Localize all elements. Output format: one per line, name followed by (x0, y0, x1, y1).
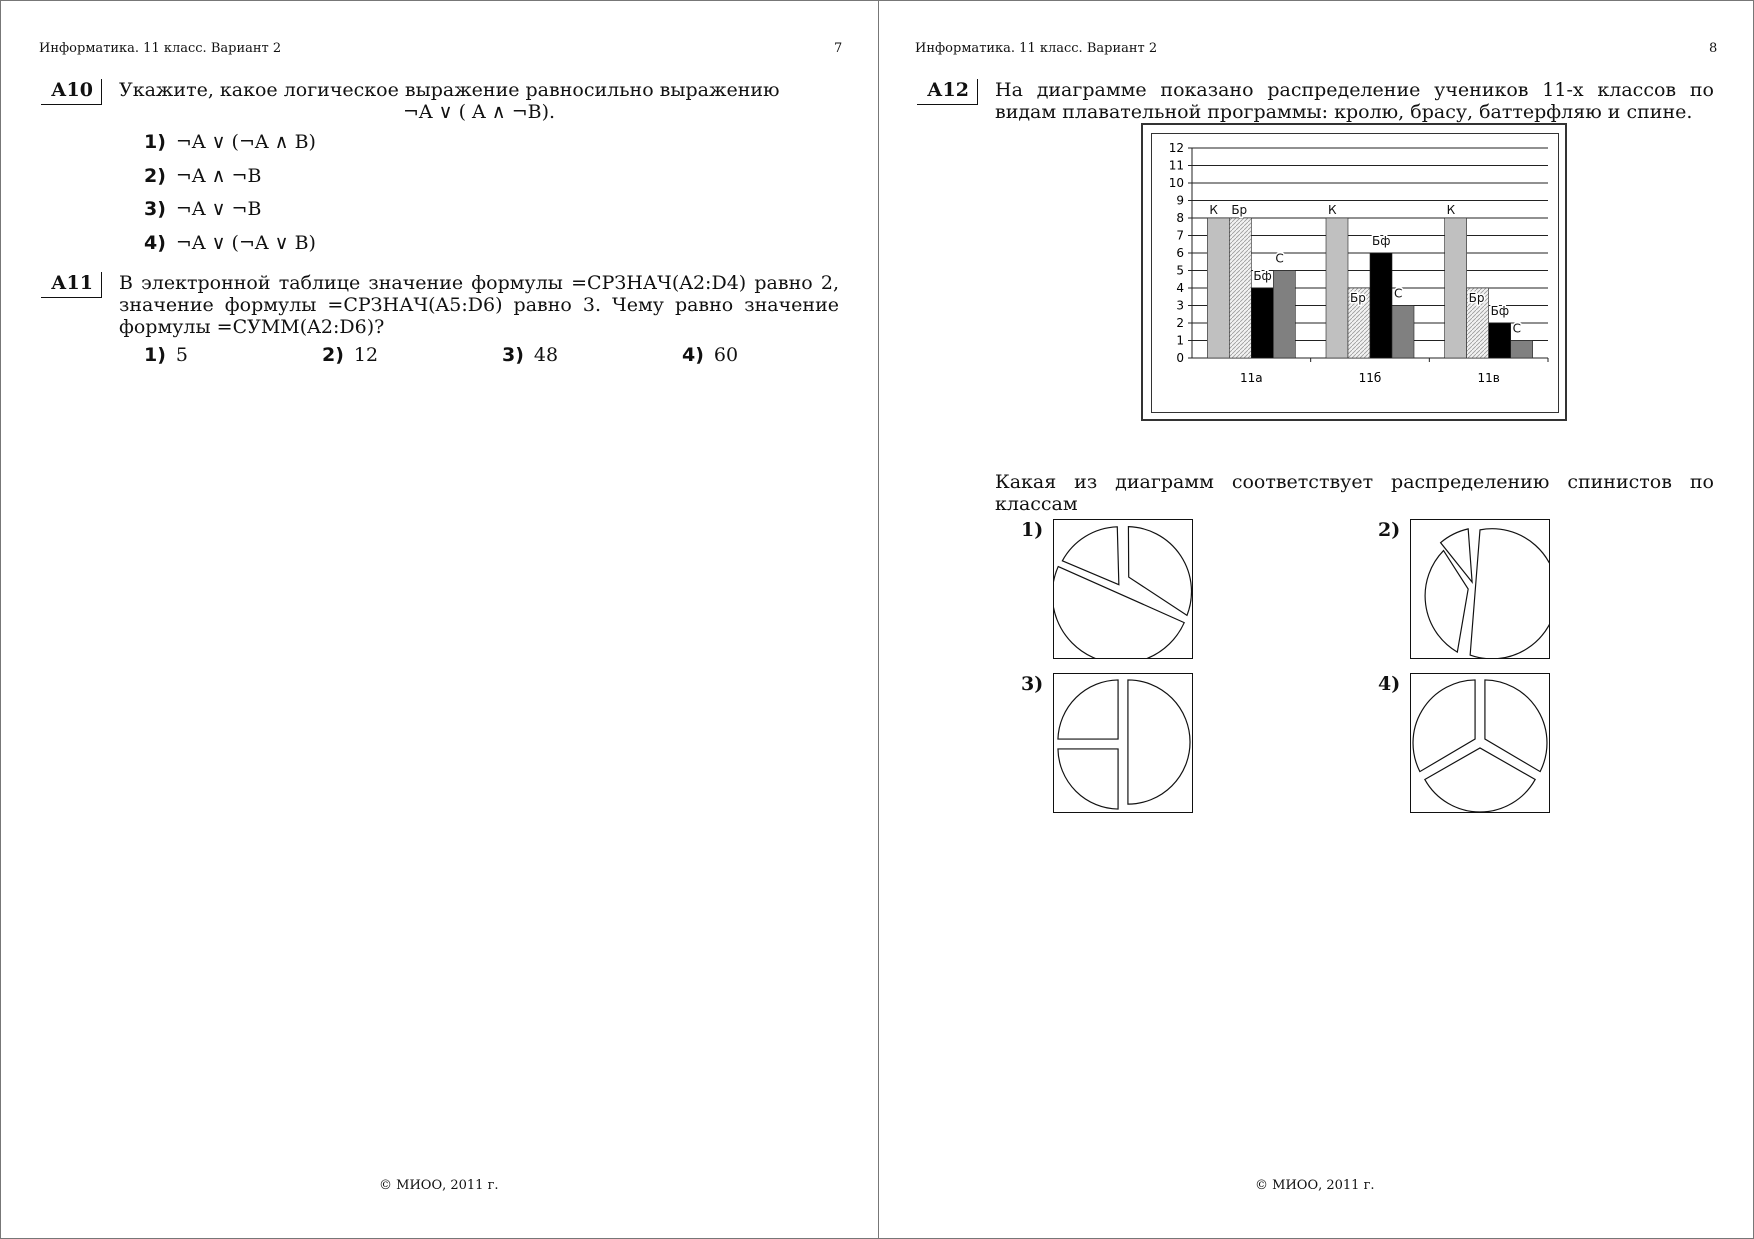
option-text: ¬A ∨ (¬A ∧ B) (175, 131, 316, 153)
option-a10-4 (144, 232, 316, 254)
question-label-a12: А12 (917, 79, 978, 105)
x-tick-label: 11в (1477, 371, 1500, 385)
bar (1445, 218, 1467, 358)
y-tick-label: 9 (1176, 193, 1184, 208)
option-text: 5 (175, 344, 188, 366)
option-number: 1) (144, 344, 166, 366)
pie-chart-2 (1411, 520, 1549, 658)
option-number: 1) (144, 131, 166, 153)
bar (1251, 288, 1273, 358)
bar-data-label: Бф (1490, 304, 1510, 318)
question-label-a11: А11 (41, 272, 102, 298)
option-number: 4) (682, 344, 704, 366)
bar-data-label: Бф (1253, 269, 1272, 283)
option-a11-4 (682, 344, 738, 366)
bar-data-label: Бр (1350, 291, 1366, 305)
y-tick-label: 1 (1176, 333, 1184, 348)
y-tick-label: 8 (1176, 211, 1184, 225)
bar-data-label: С (1394, 286, 1403, 301)
x-tick-label: 11а (1240, 371, 1263, 385)
page-number: 7 (834, 41, 843, 56)
pie-chart-4 (1411, 674, 1549, 812)
option-a10-3 (144, 198, 261, 220)
option-number: 2) (322, 344, 344, 366)
bar-data-label: К (1209, 203, 1218, 217)
y-tick-label: 0 (1176, 351, 1184, 365)
y-tick-label: 2 (1176, 316, 1184, 330)
bar-data-label: К (1328, 203, 1337, 217)
option-number: 3) (502, 344, 524, 366)
pie-slice (1128, 680, 1190, 804)
y-tick-label: 12 (1168, 141, 1184, 155)
pie-slice (1470, 529, 1549, 658)
y-tick-label: 11 (1168, 158, 1184, 173)
pie-chart-1 (1054, 520, 1192, 658)
option-number: 2) (144, 165, 166, 187)
page-number: 8 (1709, 41, 1718, 56)
y-tick-label: 3 (1176, 298, 1184, 313)
question-expression-a10: ¬A ∨ ( A ∧ ¬B). (402, 101, 556, 123)
option-text: ¬A ∨ ¬B (175, 198, 262, 220)
bar-chart-frame (1141, 123, 1567, 421)
page-header: Информатика. 11 класс. Вариант 2 (915, 41, 1158, 56)
x-tick-label: 11б (1358, 371, 1382, 385)
bar-data-label: С (1275, 251, 1284, 266)
option-a11-2 (322, 344, 378, 366)
question-text-a10: Укажите, какое логическое выражение равносильно выражению (119, 79, 780, 101)
question-prompt-a12: Какая из диаграмм соответствует распределению спинистов по классам (995, 471, 1714, 515)
pie-option-3[interactable] (1053, 673, 1193, 813)
option-a10-2 (144, 165, 261, 187)
option-a10-1 (144, 131, 316, 153)
option-text: 60 (713, 344, 739, 366)
page-header: Информатика. 11 класс. Вариант 2 (39, 41, 282, 56)
page-footer: © МИОО, 2011 г. (379, 1178, 499, 1193)
bar (1207, 218, 1229, 358)
pie-option-2[interactable] (1410, 519, 1550, 659)
option-text: ¬A ∨ (¬A ∨ B) (175, 232, 316, 254)
left-page (1, 1, 878, 1238)
bar-data-label: С (1512, 321, 1522, 336)
pie-chart-3 (1054, 674, 1192, 812)
option-text: 12 (353, 344, 379, 366)
option-a11-3 (502, 344, 558, 366)
option-text: ¬A ∧ ¬B (175, 165, 262, 187)
bar-data-label: Бр (1231, 203, 1248, 217)
bar-chart-plot-frame (1151, 133, 1559, 413)
question-text-a11: В электронной таблице значение формулы =СРЗНАЧ(A2:D4) равно 2, значение формулы =СРЗНАЧ(A5:D6) равно 3. Чему равно значение формулы =СУММ(A2:D6)? (119, 272, 839, 338)
pie-option-4[interactable] (1410, 673, 1550, 813)
pie-option-label-4: 4) (1378, 673, 1401, 695)
question-text-a12: На диаграмме показано распределение учеников 11-х классов по видам плавательной программы: кролю, брасу, баттерфляю и спине. (995, 79, 1714, 123)
bar (1511, 341, 1533, 359)
y-tick-label: 6 (1176, 246, 1184, 260)
bar-data-label: К (1446, 203, 1456, 217)
bar (1273, 271, 1295, 359)
pie-option-label-2: 2) (1378, 519, 1401, 541)
bar (1392, 306, 1414, 359)
option-a11-1 (144, 344, 188, 366)
bar (1370, 253, 1392, 358)
bar-data-label: Бф (1372, 234, 1391, 248)
bar-chart (1152, 134, 1558, 412)
pie-slice (1058, 749, 1118, 809)
bar (1229, 218, 1251, 358)
bar (1489, 323, 1511, 358)
pie-option-label-1: 1) (1021, 519, 1044, 541)
question-label-a10: А10 (41, 79, 102, 105)
option-number: 3) (144, 198, 166, 220)
y-tick-label: 10 (1168, 176, 1184, 190)
pie-option-1[interactable] (1053, 519, 1193, 659)
pie-slice (1058, 680, 1118, 739)
option-text: 48 (533, 344, 559, 366)
y-tick-label: 4 (1176, 281, 1184, 295)
page-footer: © МИОО, 2011 г. (1255, 1178, 1375, 1193)
pie-option-label-3: 3) (1021, 673, 1044, 695)
bar (1326, 218, 1348, 358)
bar-data-label: Бр (1468, 291, 1485, 305)
option-number: 4) (144, 232, 166, 254)
y-tick-label: 5 (1176, 263, 1184, 278)
y-tick-label: 7 (1176, 228, 1184, 243)
